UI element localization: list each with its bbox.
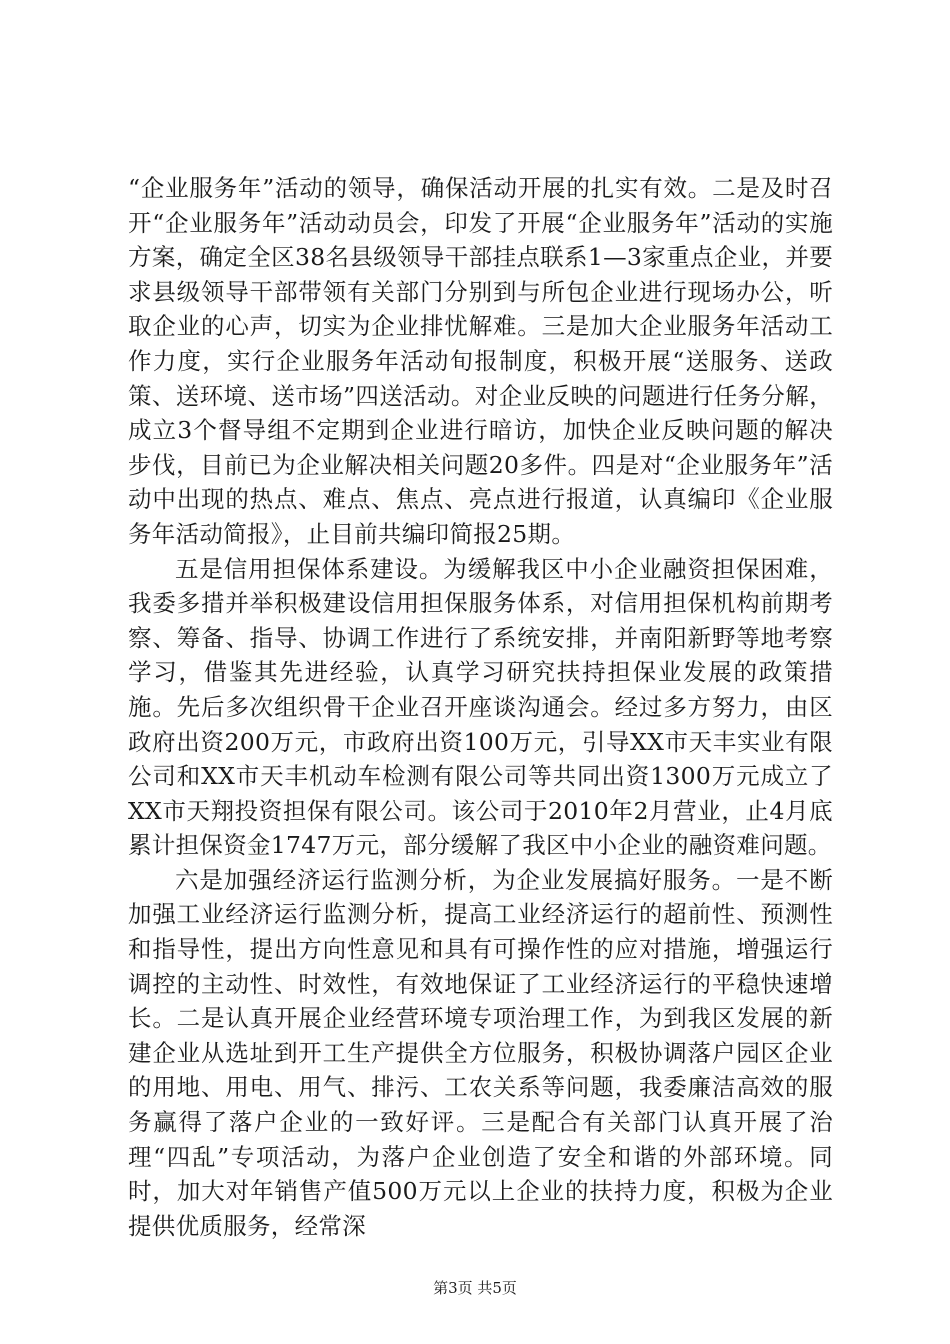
paragraph-2: 五是信用担保体系建设。为缓解我区中小企业融资担保困难，我委多措并举积极建设信用担保服务体系，对信用担保机构前期考察、筹备、指导、协调工作进行了系统安排，并南阳新野等地考察学习，借鉴其先进经验，认真学习研究扶持担保业发展的政策措施。先后多次组织骨干企业召开座谈沟通会。经过多方努力，由区政府出资200万元，市政府出资100万元，引导XX市天丰实业有限公司和XX市天丰机动车检测有限公司等共同出资1300万元成立了XX市天翔投资担保有限公司。该公司于2010年2月营业，止4月底累计担保资金1747万元，部分缓解了我区中小企业的融资难问题。 — [128, 554, 833, 860]
paragraph-1: “企业服务年”活动的领导，确保活动开展的扎实有效。二是及时召开“企业服务年”活动动员会，印发了开展“企业服务年”活动的实施方案，确定全区38名县级领导干部挂点联系1—3家重点企业，并要求县级领导干部带领有关部门分别到与所包企业进行现场办公，听取企业的心声，切实为企业排忧解难。三是加大企业服务年活动工作力度，实行企业服务年活动旬报制度，积极开展“送服务、送政策、送环境、送市场”四送活动。对企业反映的问题进行任务分解，成立3个督导组不定期到企业进行暗访，加快企业反映问题的解决步伐，目前已为企业解决相关问题20多件。四是对“企业服务年”活动中出现的热点、难点、焦点、亮点进行报道，认真编印《企业服务年活动简报》，止目前共编印简报25期。 — [128, 174, 833, 548]
paragraph-3: 六是加强经济运行监测分析，为企业发展搞好服务。一是不断加强工业经济运行监测分析，提高工业经济运行的超前性、预测性和指导性，提出方向性意见和具有可操作性的应对措施，增强运行调控的主动性、时效性，有效地保证了工业经济运行的平稳快速增长。二是认真开展企业经营环境专项治理工作，为到我区发展的新建企业从选址到开工生产提供全方位服务，积极协调落户园区企业的用地、用电、用气、排污、工农关系等问题，我委廉洁高效的服务赢得了落户企业的一致好评。三是配合有关部门认真开展了治理“四乱”专项活动，为落户企业创造了安全和谐的外部环境。同时，加大对年销售产值500万元以上企业的扶持力度，积极为企业提供优质服务，经常深 — [128, 865, 833, 1240]
page-footer: 第3页 共5页 — [433, 1279, 517, 1297]
document-body — [128, 171, 833, 1243]
